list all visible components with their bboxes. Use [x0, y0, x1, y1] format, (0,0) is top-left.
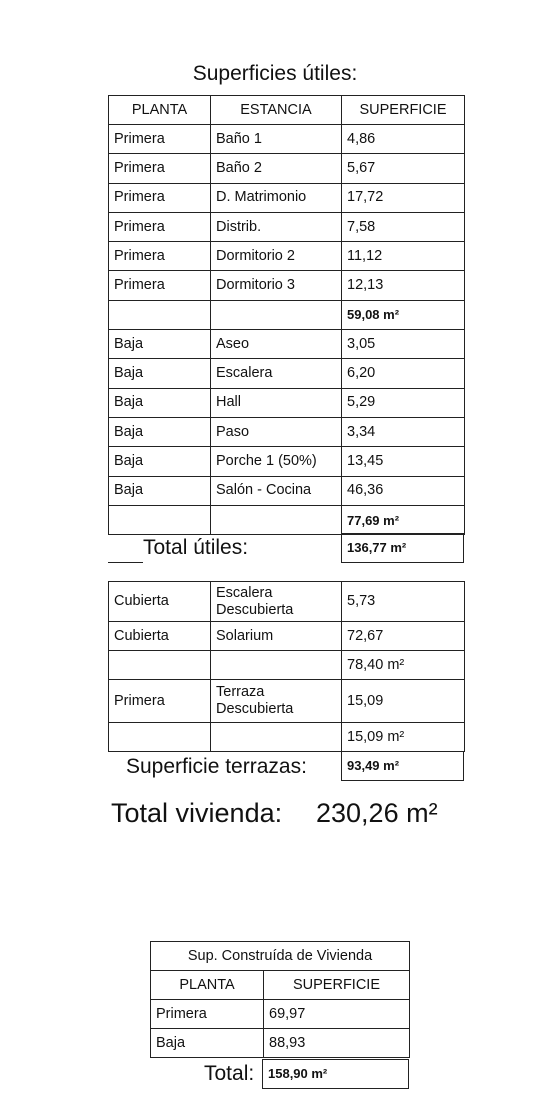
superficie-cell: 17,72: [342, 183, 465, 212]
planta-cell: Primera: [109, 154, 211, 183]
estancia-cell: Escalera Descubierta: [211, 582, 342, 622]
planta-cell: Primera: [109, 242, 211, 271]
subtotal-row: [109, 651, 465, 680]
superficie-cell: 46,36: [342, 476, 465, 505]
estancia-cell: Distrib.: [211, 212, 342, 241]
planta-cell: Primera: [109, 183, 211, 212]
superficie-cell: 5,29: [342, 388, 465, 417]
planta-cell: Cubierta: [109, 622, 211, 651]
table-row: [109, 154, 465, 183]
estancia-cell: Escalera: [211, 359, 342, 388]
estancia-cell: Salón - Cocina: [211, 476, 342, 505]
table-row: [109, 242, 465, 271]
planta-cell: Cubierta: [109, 582, 211, 622]
planta-cell: Primera: [151, 1000, 264, 1029]
construida-table: [150, 941, 410, 1058]
superficie-cell: 7,58: [342, 212, 465, 241]
estancia-cell: [211, 651, 342, 680]
planta-cell: Primera: [109, 212, 211, 241]
table-row: [109, 212, 465, 241]
superficie-cell: 13,45: [342, 447, 465, 476]
superficie-cell: 3,05: [342, 330, 465, 359]
superficie-cell: 6,20: [342, 359, 465, 388]
planta-cell: [109, 651, 211, 680]
estancia-cell: Terraza Descubierta: [211, 680, 342, 723]
total-utiles-label-cell: [108, 534, 341, 563]
superficie-cell: 72,67: [342, 622, 465, 651]
estancia-cell: Aseo: [211, 330, 342, 359]
table-row: [109, 447, 465, 476]
estancia-cell: Baño 1: [211, 125, 342, 154]
table-row: [109, 476, 465, 505]
total-vivienda-label: Total vivienda:: [111, 798, 283, 828]
utiles-table: [108, 95, 465, 535]
table-row: [109, 680, 465, 723]
estancia-cell: [211, 300, 342, 329]
column-header: SUPERFICIE: [342, 96, 465, 125]
superficie-cell: 3,34: [342, 417, 465, 446]
subtotal-row: [109, 300, 465, 329]
subtotal-row: [109, 723, 465, 752]
planta-cell: Baja: [109, 388, 211, 417]
superficie-cell: 11,12: [342, 242, 465, 271]
subtotal-row: [109, 505, 465, 534]
total-vivienda-value: 230,26 m²: [316, 798, 438, 828]
header-row: [109, 96, 465, 125]
terrazas-table: [108, 581, 465, 752]
column-header: PLANTA: [109, 96, 211, 125]
estancia-cell: [211, 505, 342, 534]
planta-cell: Baja: [151, 1029, 264, 1058]
planta-cell: [109, 505, 211, 534]
superficie-cell: 59,08 m²: [342, 300, 465, 329]
terrazas-total-label: Superficie terrazas:: [126, 755, 307, 778]
table-row: [109, 622, 465, 651]
superficie-cell: 4,86: [342, 125, 465, 154]
estancia-cell: Solarium: [211, 622, 342, 651]
estancia-cell: Baño 2: [211, 154, 342, 183]
estancia-cell: Paso: [211, 417, 342, 446]
terrazas-total-value: 93,49 m²: [347, 758, 400, 773]
estancia-cell: Dormitorio 2: [211, 242, 342, 271]
table-row: [109, 125, 465, 154]
planta-cell: Primera: [109, 680, 211, 723]
column-header: SUPERFICIE: [264, 971, 410, 1000]
planta-cell: Primera: [109, 125, 211, 154]
construida-total-value: 158,90 m²: [268, 1066, 328, 1081]
page-title: Superficies útiles:: [192, 62, 358, 85]
planta-cell: Baja: [109, 476, 211, 505]
table-row: [151, 1000, 410, 1029]
estancia-cell: D. Matrimonio: [211, 183, 342, 212]
superficie-cell: 5,67: [342, 154, 465, 183]
caption-row: [151, 942, 410, 971]
estancia-cell: Hall: [211, 388, 342, 417]
estancia-cell: Dormitorio 3: [211, 271, 342, 300]
table-row: [109, 271, 465, 300]
total-utiles-label: Total útiles:: [143, 536, 249, 559]
planta-cell: Baja: [109, 447, 211, 476]
superficie-cell: 15,09: [342, 680, 465, 723]
superficie-cell: 12,13: [342, 271, 465, 300]
planta-cell: Baja: [109, 330, 211, 359]
divider: [108, 562, 143, 563]
construida-total-value-cell: [262, 1059, 409, 1089]
terrazas-total-value-cell: [341, 751, 464, 781]
superficie-cell: 5,73: [342, 582, 465, 622]
superficie-cell: 69,97: [264, 1000, 410, 1029]
table-caption: Sup. Construída de Vivienda: [151, 942, 410, 971]
table-row: [109, 417, 465, 446]
table-row: [109, 330, 465, 359]
planta-cell: [109, 723, 211, 752]
table-row: [109, 388, 465, 417]
superficie-cell: 88,93: [264, 1029, 410, 1058]
superficie-cell: 78,40 m²: [342, 651, 465, 680]
planta-cell: Primera: [109, 271, 211, 300]
superficie-cell: 15,09 m²: [342, 723, 465, 752]
column-header: ESTANCIA: [211, 96, 342, 125]
construida-total-label: Total:: [204, 1062, 255, 1085]
column-header: PLANTA: [151, 971, 264, 1000]
planta-cell: [109, 300, 211, 329]
estancia-cell: [211, 723, 342, 752]
table-row: [151, 1029, 410, 1058]
estancia-cell: Porche 1 (50%): [211, 447, 342, 476]
total-utiles-value-cell: [341, 533, 464, 563]
planta-cell: Baja: [109, 417, 211, 446]
header-row: [151, 971, 410, 1000]
table-row: [109, 359, 465, 388]
total-utiles-value: 136,77 m²: [347, 540, 407, 555]
table-row: [109, 183, 465, 212]
table-row: [109, 582, 465, 622]
superficie-cell: 77,69 m²: [342, 505, 465, 534]
planta-cell: Baja: [109, 359, 211, 388]
